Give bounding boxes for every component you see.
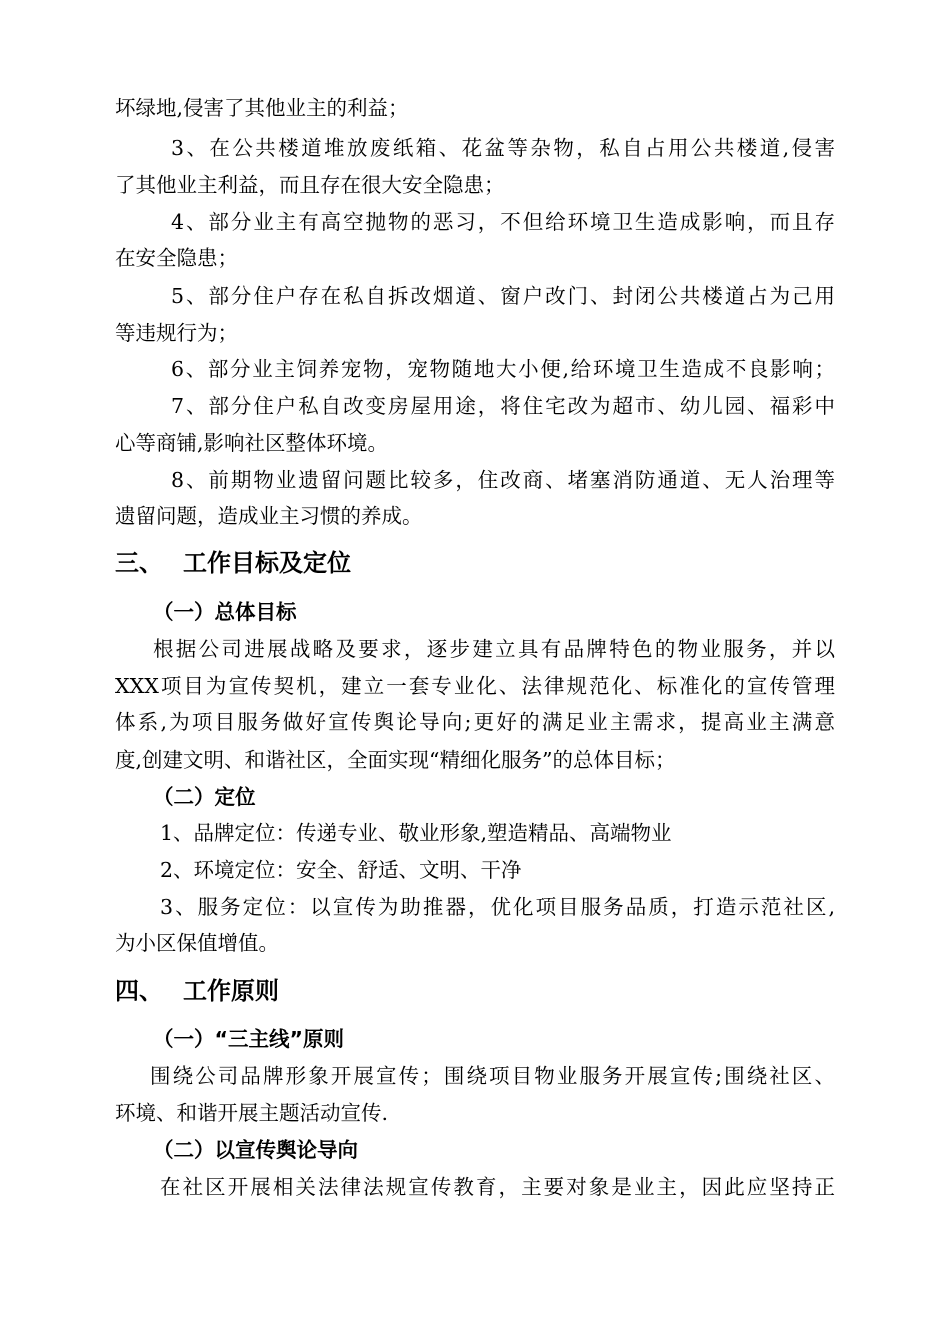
- body-line: 了其他业主利益，而且存在很大安全隐患；: [115, 173, 505, 197]
- body-line: 6、部分业主饲养宠物，宠物随地大小便,给环境卫生造成不良影响；: [171, 357, 835, 381]
- section-heading-3: [115, 546, 835, 580]
- section-number: 三、: [115, 549, 163, 577]
- body-line: 遗留问题，造成业主习惯的养成。: [115, 504, 423, 528]
- body-line: 体系,为项目服务做好宣传舆论导向;更好的满足业主需求，提高业主满意: [115, 710, 835, 734]
- body-line: 5、部分住户存在私自拆改烟道、窗户改门、封闭公共楼道占为己用: [171, 284, 835, 308]
- body-line: 度,创建文明、和谐社区，全面实现“精细化服务”的总体目标；: [115, 748, 676, 772]
- body-line: 4、部分业主有高空抛物的恶习，不但给环境卫生造成影响，而且存: [171, 210, 835, 234]
- subsection-heading: （二）以宣传舆论导向: [153, 1138, 358, 1162]
- subsection-heading: （二）定位: [153, 785, 256, 809]
- section-title: 工作目标及定位: [183, 549, 351, 577]
- body-line: 根据公司进展战略及要求，逐步建立具有品牌特色的物业服务，并以: [153, 637, 835, 661]
- body-line: 8、前期物业遗留问题比较多，住改商、堵塞消防通道、无人治理等: [171, 468, 835, 492]
- list-item: 1、品牌定位：传递专业、敬业形象,塑造精品、高端物业: [160, 821, 672, 845]
- body-line: XXX项目为宣传契机，建立一套专业化、法律规范化、标准化的宣传管理: [115, 674, 835, 698]
- subsection-heading: （一）“三主线”原则: [153, 1027, 344, 1051]
- body-line: 3、在公共楼道堆放废纸箱、花盆等杂物，私自占用公共楼道,侵害: [171, 136, 835, 160]
- body-line: 环境、和谐开展主题活动宣传.: [115, 1101, 389, 1125]
- body-line: 等违规行为；: [115, 321, 238, 345]
- section-number: 四、: [115, 977, 163, 1005]
- body-line: 围绕公司品牌形象开展宣传；围绕项目物业服务开展宣传;围绕社区、: [150, 1064, 835, 1088]
- list-item: 3、服务定位：以宣传为助推器，优化项目服务品质，打造示范社区,: [160, 895, 835, 919]
- subsection-heading: （一）总体目标: [153, 600, 297, 624]
- body-line: 7、部分住户私自改变房屋用途，将住宅改为超市、幼儿园、福彩中: [171, 394, 835, 418]
- list-item: 2、环境定位：安全、舒适、文明、干净: [160, 858, 522, 882]
- section-heading-4: [115, 974, 835, 1008]
- body-line: 坏绿地,侵害了其他业主的利益；: [115, 96, 409, 120]
- section-title: 工作原则: [183, 977, 279, 1005]
- body-line: 在社区开展相关法律法规宣传教育，主要对象是业主，因此应坚持正: [160, 1175, 835, 1199]
- body-line: 在安全隐患；: [115, 246, 238, 270]
- list-item: 为小区保值增值。: [115, 931, 279, 955]
- body-line: 心等商铺,影响社区整体环境。: [115, 431, 389, 455]
